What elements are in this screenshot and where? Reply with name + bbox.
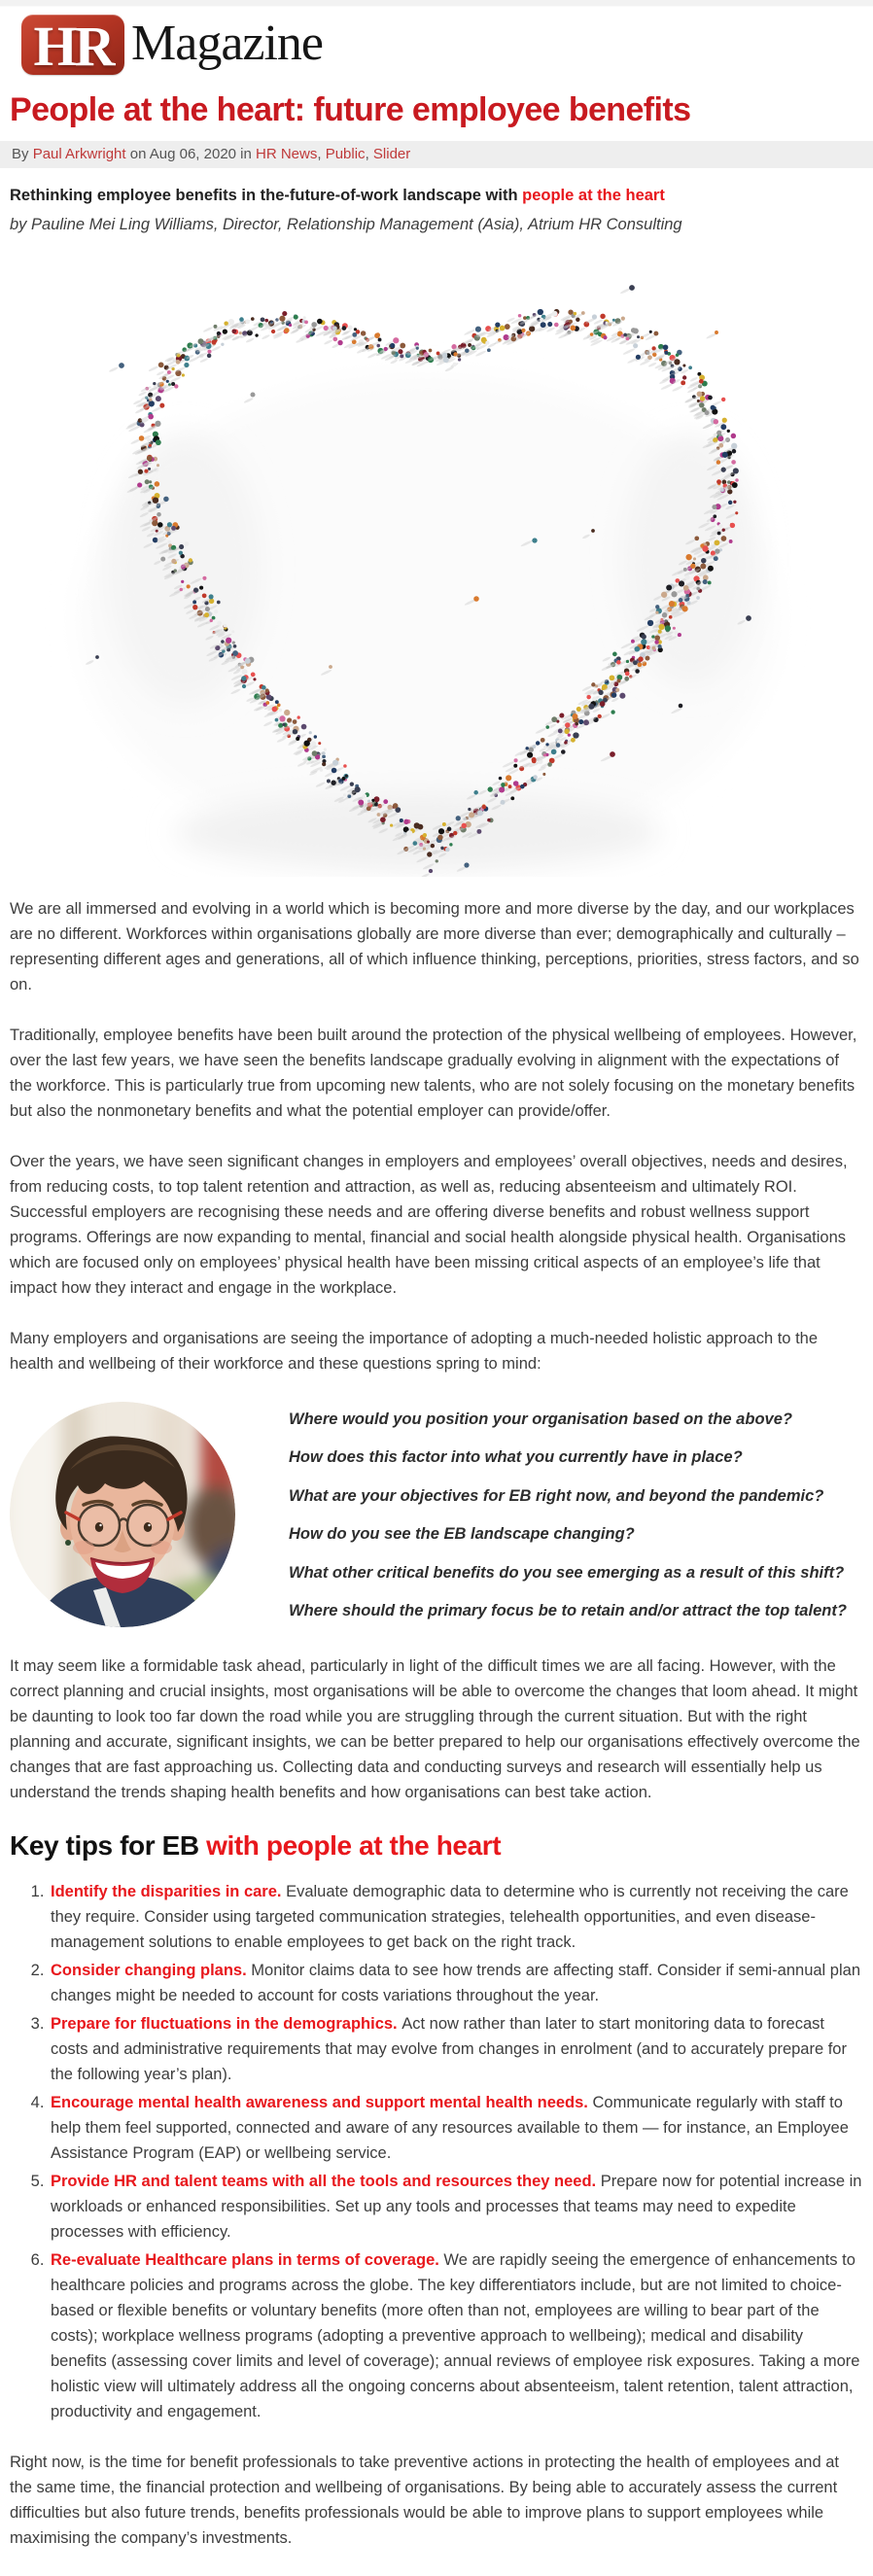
author-questions-row [10, 1402, 863, 1640]
paragraph-5: It may seem like a formidable task ahead, particularly in light of the difficult times we are all facing. However, with the correct planning and crucial insights, most organisations will be able to overcome the changes that loom ahead. It might be daunting to look too far down the road while you are struggling through the current situation. But with the right planning and accurate, significant insights, we can be better prepared to help our organisations effectively overcome the changes that are fast approaching us. Collecting data and conducting surveys and research will essentially help us understand the trends shaping health benefits and how organisations can best take action. [10, 1656, 860, 1801]
author-link[interactable]: Paul Arkwright [32, 146, 126, 163]
byline-prefix: By [12, 146, 33, 163]
portrait-image [10, 1402, 235, 1627]
byline-middle: on Aug 06, 2020 in [125, 146, 257, 163]
tip-body-6: We are rapidly seeing the emergence of enhancements to healthcare policies and programs across the globe. The key differentiators include, but are not limited to choice-based or flexible benefits or voluntary benefits (more often than not, employees are willing to bear part of the costs); workplace wellness programs (adopting a preventive approach to wellbeing); medical and disability benefits (assessing cover limits and level of coverage); annual reviews of employee risk exposures. Taking a more holistic view will ultimately address all the ongoing concerns about absenteeism, talent retention, talent attraction, productivity and engagement. [51, 2250, 860, 2420]
tip-lead-3: Prepare for fluctuations in the demographics. [51, 2014, 402, 2033]
hr-logo-mark [21, 14, 124, 78]
key-tips-heading-red: with people at the heart [206, 1829, 502, 1861]
tip-item-1 [49, 1879, 863, 1955]
tip-body-2: Monitor claims data to see how trends are affecting staff. Consider if semi-annual plan changes might be needed to account for costs variations throughout the year. [51, 1961, 860, 2004]
author-portrait-photo [10, 1402, 235, 1627]
subhead-red: people at the heart [522, 187, 665, 205]
paragraph-3: Over the years, we have seen significant changes in employers and employees’ overall objectives, needs and desires, from reducing costs, to top talent retention and attraction, as well as, reducing absenteeism and ultimately ROI. Successful employers are recognising these needs and are offering diverse benefits and robust wellness support programs. Offerings are now expanding to mental, financial and social health alongside physical health. Organisations which are focused only on employees’ physical health have been missing critical aspects of an employee’s life that impact how they interact and engage in the workplace. [10, 1152, 848, 1297]
article-subhead [10, 185, 863, 206]
tip-lead-6: Re-evaluate Healthcare plans in terms of coverage. [51, 2250, 444, 2269]
tip-lead-5: Provide HR and talent teams with all the tools and resources they need. [51, 2172, 601, 2190]
paragraph-1: We are all immersed and evolving in a world which is becoming more and more diverse by the day, and our workplaces are no different. Workforces within organisations globally are more diverse than ever; demographically and culturally – representing different ages and generations, all of which influence thinking, perceptions, priorities, stress factors, and so on. [10, 899, 859, 993]
tip-body-3: Act now rather than later to start monitoring data to forecast costs and administrative requirements that may evolve from changes in enrolment (and to accurately prepare for the following year’s plan). [51, 2014, 847, 2083]
question-2: How does this factor into what you currently have in place? [289, 1448, 743, 1467]
paragraph-4: Many employers and organisations are seeing the importance of adopting a much-needed holistic approach to the health and wellbeing of their workforce and these questions spring to mind: [10, 1329, 819, 1373]
tip-item-6 [49, 2247, 863, 2424]
tip-lead-4: Encourage mental health awareness and support mental health needs. [51, 2093, 593, 2111]
tip-body-4: Communicate regularly with staff to help them feel supported, connected and aware of any resources available to them — for instance, an Employee Assistance Program (EAP) or wellbeing service. [51, 2093, 849, 2162]
hr-logo-text: HR [33, 14, 113, 78]
hr-magazine-logo[interactable] [21, 14, 324, 78]
crowd-heart-image [10, 249, 831, 877]
article-title: People at the heart: future employee benefits [10, 91, 691, 128]
byline-separator: , [317, 146, 326, 163]
category-link-slider[interactable]: Slider [372, 146, 411, 163]
tip-item-2 [49, 1958, 863, 2008]
byline-bar [0, 141, 873, 168]
question-5: What other critical benefits do you see emerging as a result of this shift? [289, 1563, 845, 1582]
question-6: Where should the primary focus be to retain and/or attract the top talent? [289, 1602, 847, 1620]
hero-crowd-heart [10, 249, 863, 877]
paragraph-6: Right now, is the time for benefit professionals to take preventive actions in protecting the health of employees and at the same time, the financial protection and wellbeing of organisations. By being able to accurately assess the current difficulties but also future trends, benefits professionals would be able to improve plans to support employees while maximising the company’s investments. [10, 2453, 839, 2547]
paragraph-2: Traditionally, employee benefits have been built around the protection of the physical wellbeing of employees. However, over the last few years, we have seen the benefits landscape gradually evolving in alignment with the expectations of the workforce. This is particularly true from upcoming new talents, who are not solely focusing on the monetary benefits but also the nonmonetary benefits and what the potential employer can provide/offer. [10, 1026, 857, 1120]
tip-item-3 [49, 2011, 863, 2087]
subhead-black: Rethinking employee benefits in the-future-of-work landscape with [10, 187, 523, 205]
key-tips-list [10, 1879, 863, 2424]
contributor-line: by Pauline Mei Ling Williams, Director, Relationship Management (Asia), Atrium HR Consulting [10, 215, 682, 233]
category-link-public[interactable]: Public [325, 146, 366, 163]
magazine-wordmark: Magazine [131, 16, 324, 71]
masthead [10, 7, 863, 85]
question-4: How do you see the EB landscape changing? [289, 1525, 635, 1544]
tip-item-4 [49, 2090, 863, 2166]
tip-body-5: Prepare now for potential increase in workloads or enhanced responsibilities. Set up any tools and processes that teams may need to expedite processes with efficiency. [51, 2172, 862, 2241]
key-tips-heading-black: Key tips for EB [10, 1829, 207, 1861]
key-tips-heading [10, 1830, 863, 1862]
byline-separator: , [365, 146, 373, 163]
question-1: Where would you position your organisation based on the above? [289, 1410, 792, 1428]
top-strip [0, 0, 873, 7]
pull-questions [289, 1402, 847, 1640]
category-link-hr-news[interactable]: HR News [256, 146, 318, 163]
tip-body-1: Evaluate demographic data to determine who is currently not receiving the care they require. Consider using targeted communication strategies, telehealth opportunities, and even disease-management solutions to enable employees to get back on the right track. [51, 1882, 849, 1951]
tip-lead-2: Consider changing plans. [51, 1961, 252, 1979]
question-3: What are your objectives for EB right now, and beyond the pandemic? [289, 1486, 824, 1505]
tip-lead-1: Identify the disparities in care. [51, 1882, 287, 1900]
tip-item-5 [49, 2169, 863, 2245]
